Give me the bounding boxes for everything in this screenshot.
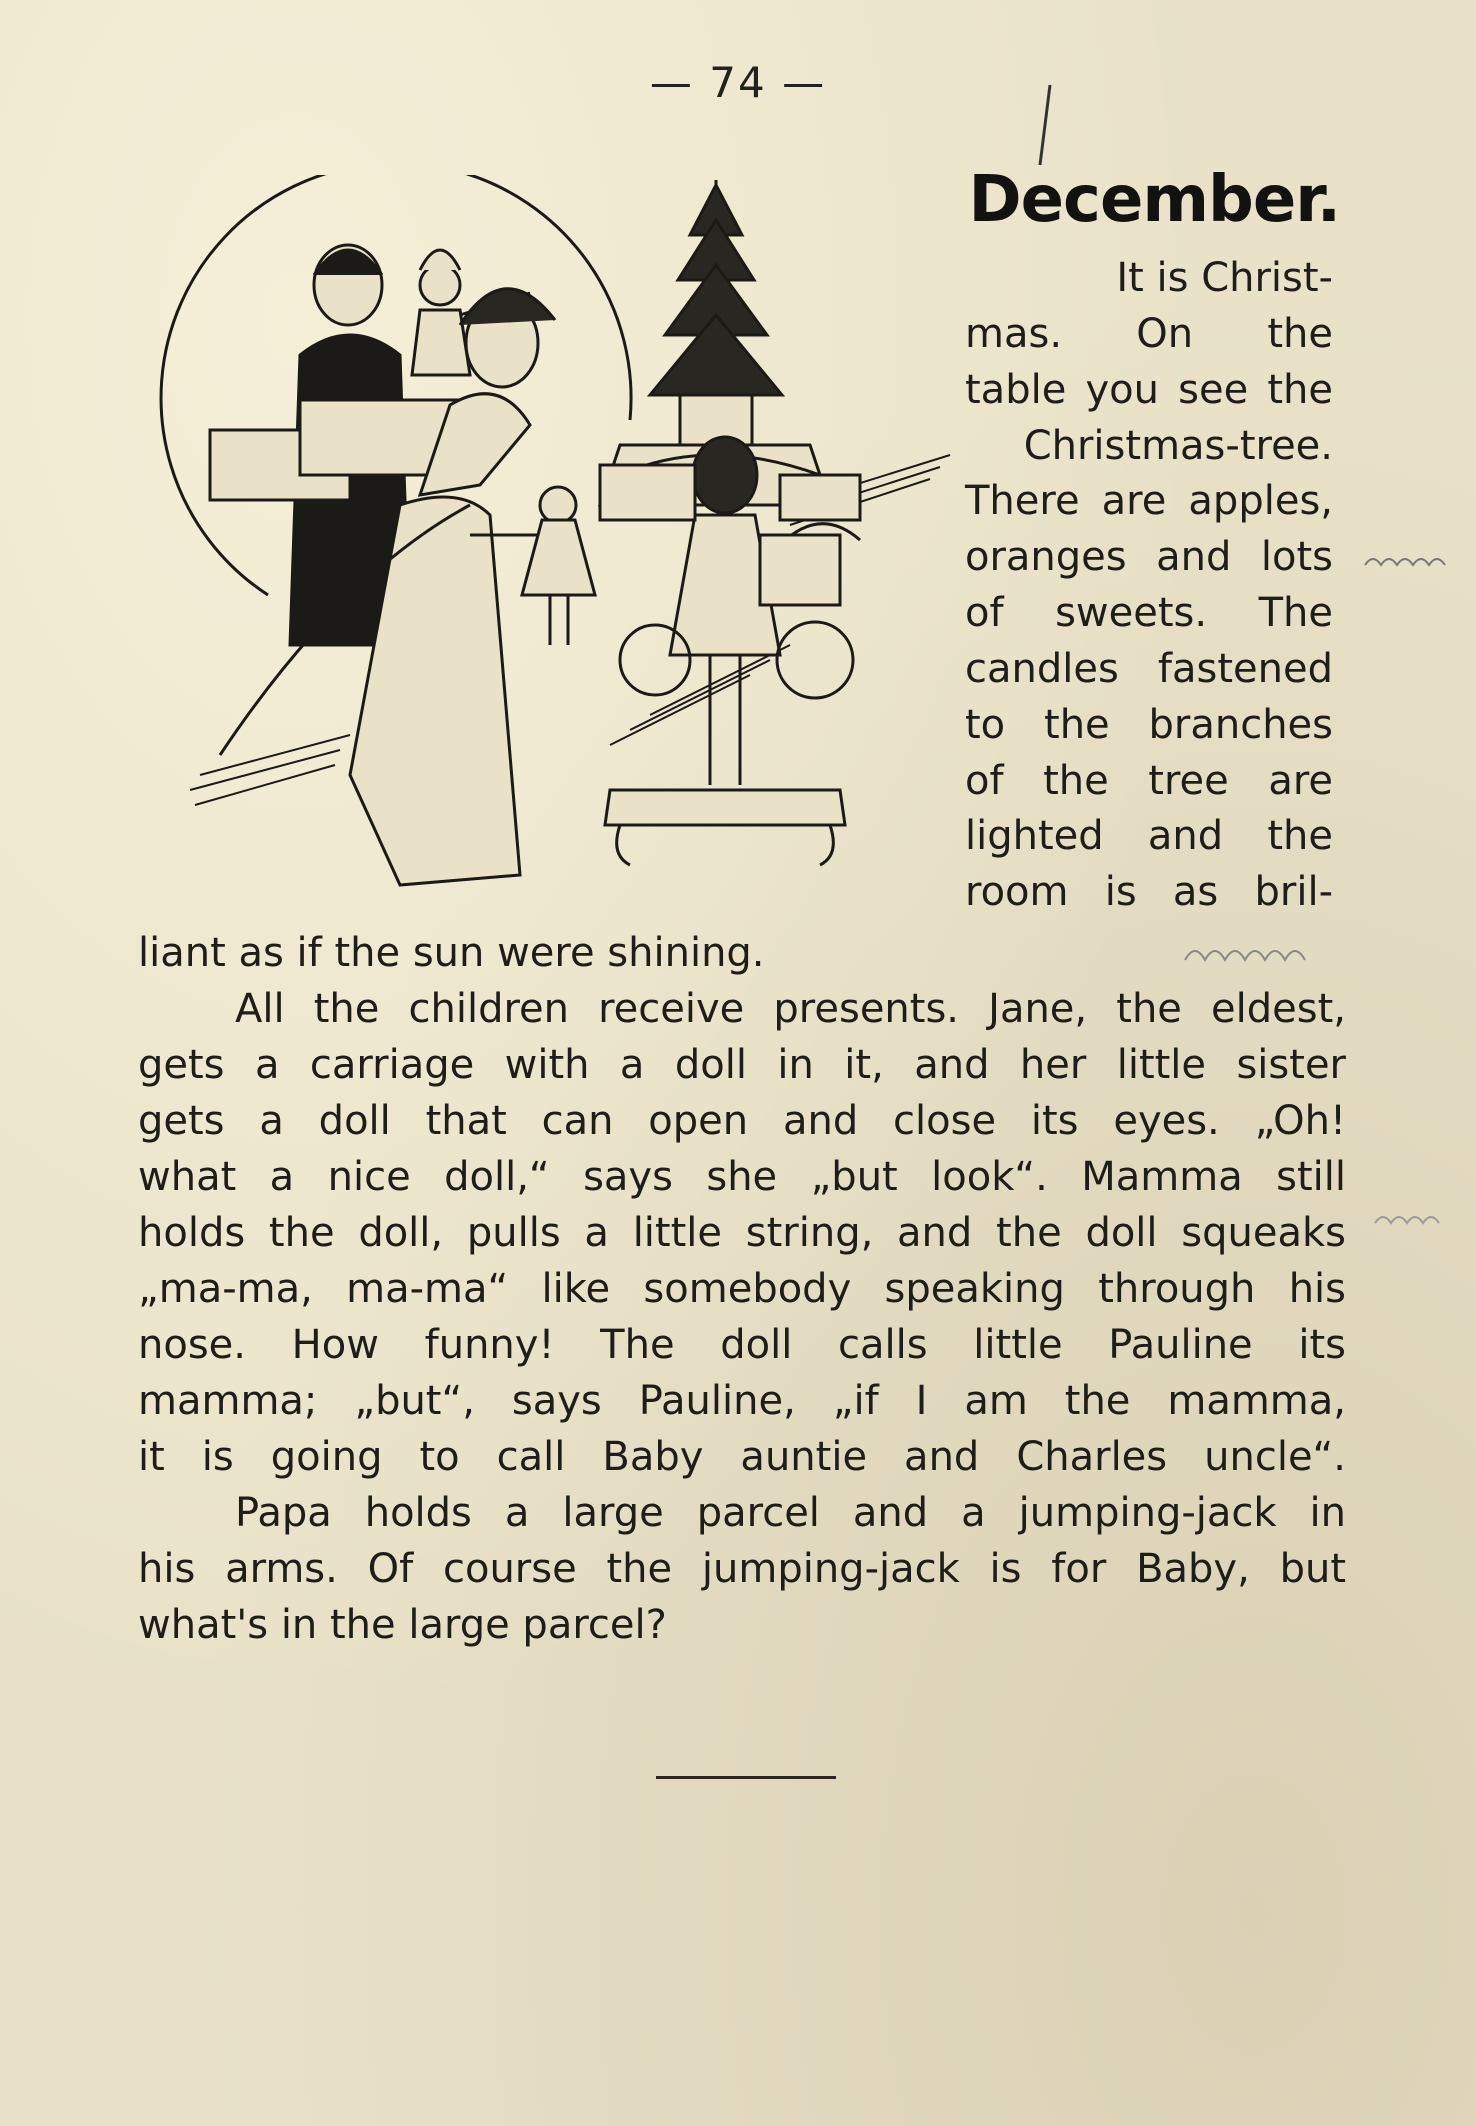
pencil-squiggle-icon xyxy=(1360,545,1460,575)
text-line: nose. How funny! The doll calls little Pauline its xyxy=(138,1322,1346,1368)
text-line: to the branches xyxy=(965,702,1333,748)
text-line: Christmas-tree. xyxy=(1023,423,1333,469)
text-line: liant as if the sun were shining. xyxy=(138,930,765,976)
text-line: what's in the large parcel? xyxy=(138,1602,667,1648)
text-line: There are apples, xyxy=(965,478,1333,524)
christmas-family-illustration xyxy=(150,175,960,895)
text-line: mas. On the xyxy=(965,311,1333,357)
page-number: — 74 — xyxy=(649,58,827,107)
pencil-squiggle-icon xyxy=(1370,1205,1460,1235)
pencil-squiggle-icon xyxy=(1180,935,1340,975)
page-title: December. xyxy=(968,163,1340,237)
text-line: it is going to call Baby auntie and Charles uncle“. xyxy=(138,1434,1346,1480)
text-line: It is Christ- xyxy=(1116,255,1333,301)
text-line: of the tree are xyxy=(965,758,1333,804)
text-line: oranges and lots xyxy=(965,534,1333,580)
text-line: what a nice doll,“ says she „but look“. Mamma still xyxy=(138,1154,1346,1200)
text-line: table you see the xyxy=(965,367,1333,413)
end-rule xyxy=(656,1776,836,1779)
text-line: gets a doll that can open and close its eyes. „Oh! xyxy=(138,1098,1346,1144)
text-line: his arms. Of course the jumping-jack is for Baby, but xyxy=(138,1546,1346,1592)
text-line: candles fastened xyxy=(965,646,1333,692)
text-line: gets a carriage with a doll in it, and her little sister xyxy=(138,1042,1346,1088)
text-line: holds the doll, pulls a little string, and the doll squeaks xyxy=(138,1210,1346,1256)
pencil-mark-icon xyxy=(1030,80,1060,170)
text-line: mamma; „but“, says Pauline, „if I am the mamma, xyxy=(138,1378,1346,1424)
text-line: „ma-ma, ma-ma“ like somebody speaking through his xyxy=(138,1266,1346,1312)
text-line: Papa holds a large parcel and a jumping-jack in xyxy=(235,1490,1346,1536)
text-line: room is as bril- xyxy=(965,869,1333,915)
text-line: of sweets. The xyxy=(965,590,1333,636)
text-line: lighted and the xyxy=(965,813,1333,859)
text-line: All the children receive presents. Jane, the eldest, xyxy=(235,986,1346,1032)
